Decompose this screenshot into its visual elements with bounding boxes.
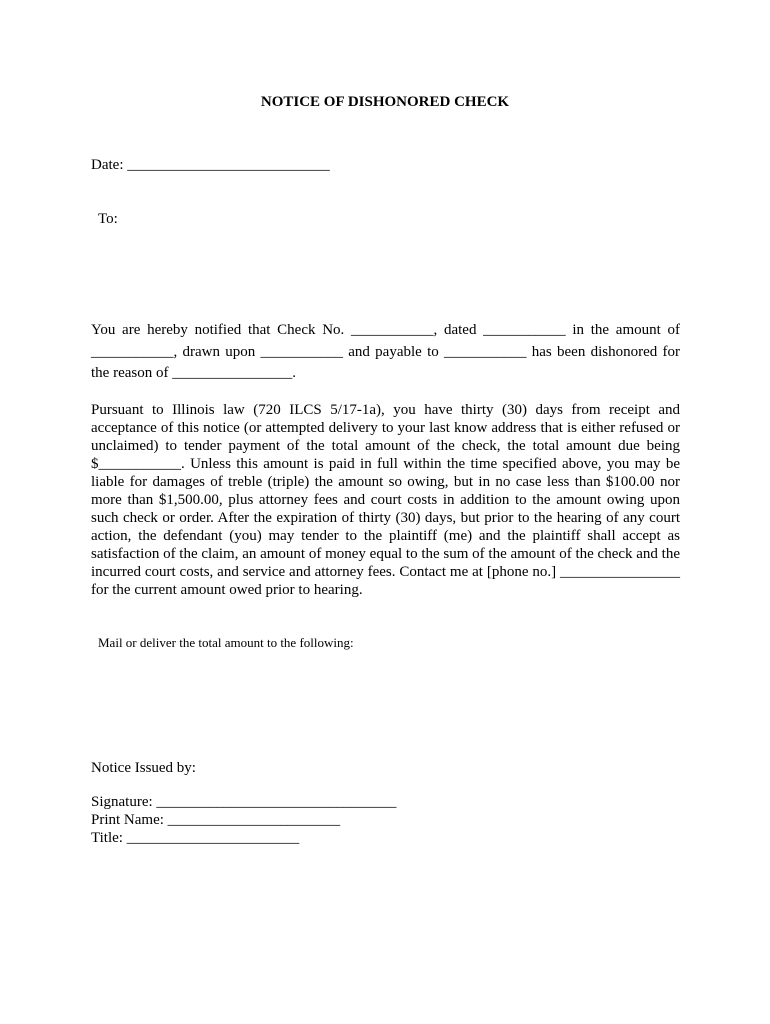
legal-notice-paragraph: Pursuant to Illinois law (720 ILCS 5/17-1a), you have thirty (30) days from receipt and acceptance of this notice (or attempted delivery to your last know address that is either refused or unclaimed) to tender payment of the total amount of the check, the total amount due being $___________. Unless this amount is paid in full within the time specified above, you may be liable for damages of treble (triple) the amount so owing, but in no case less than $100.00 nor more than $1,500.00, plus attorney fees and court costs in addition to the amount owing upon such check or order. After the expiration of thirty (30) days, but prior to the hearing of any court action, the defendant (you) may tender to the plaintiff (me) and the plaintiff shall accept as satisfaction of the claim, an amount of money equal to the sum of the amount of the check and the incurred court costs, and service and attorney fees. Contact me at [phone no.] ________________ for the current amount owed prior to hearing. bbox=[91, 402, 680, 598]
print-name-line: Print Name: _______________________ bbox=[91, 812, 341, 828]
document-title: NOTICE OF DISHONORED CHECK bbox=[260, 94, 510, 110]
check-details-paragraph: You are hereby notified that Check No. ___________, dated ___________ in the amount of ___________, drawn upon ___________ and payable to ___________ has been dishonored for the reason of ________________. bbox=[91, 322, 680, 381]
mail-instruction: Mail or deliver the total amount to the following: bbox=[98, 635, 354, 650]
signature-line: Signature: ________________________________ bbox=[91, 794, 397, 810]
notice-issued-by-label: Notice Issued by: bbox=[91, 760, 196, 776]
date-field-line: Date: ___________________________ bbox=[91, 157, 330, 173]
title-line: Title: _______________________ bbox=[91, 830, 300, 846]
recipient-label: To: bbox=[98, 211, 118, 227]
